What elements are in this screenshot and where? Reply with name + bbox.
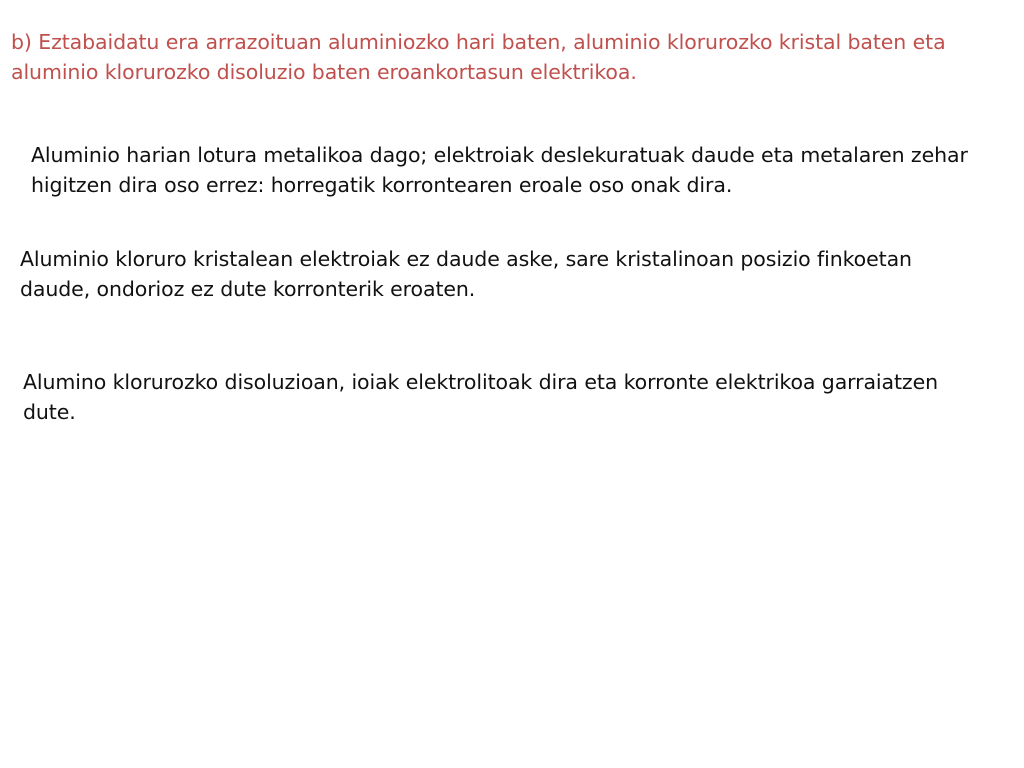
answer-aluminium-wire: Aluminio harian lotura metalikoa dago; elektroiak deslekuratuak daude eta metalaren zehar higitzen dira oso errez: horregatik korrontearen eroale oso onak dira. (31, 143, 968, 197)
answer-chloride-crystal: Aluminio kloruro kristalean elektroiak ez daude aske, sare kristalinoan posizio finkoetan daude, ondorioz ez dute korronterik eroaten. (20, 247, 912, 301)
question-text: b) Eztabaidatu era arrazoituan aluminiozko hari baten, aluminio klorurozko kristal baten eta aluminio klorurozko disoluzio baten eroankortasun elektrikoa. (11, 30, 946, 84)
answer-chloride-solution: Alumino klorurozko disoluzioan, ioiak elektrolitoak dira eta korronte elektrikoa garraiatzen dute. (23, 370, 938, 424)
